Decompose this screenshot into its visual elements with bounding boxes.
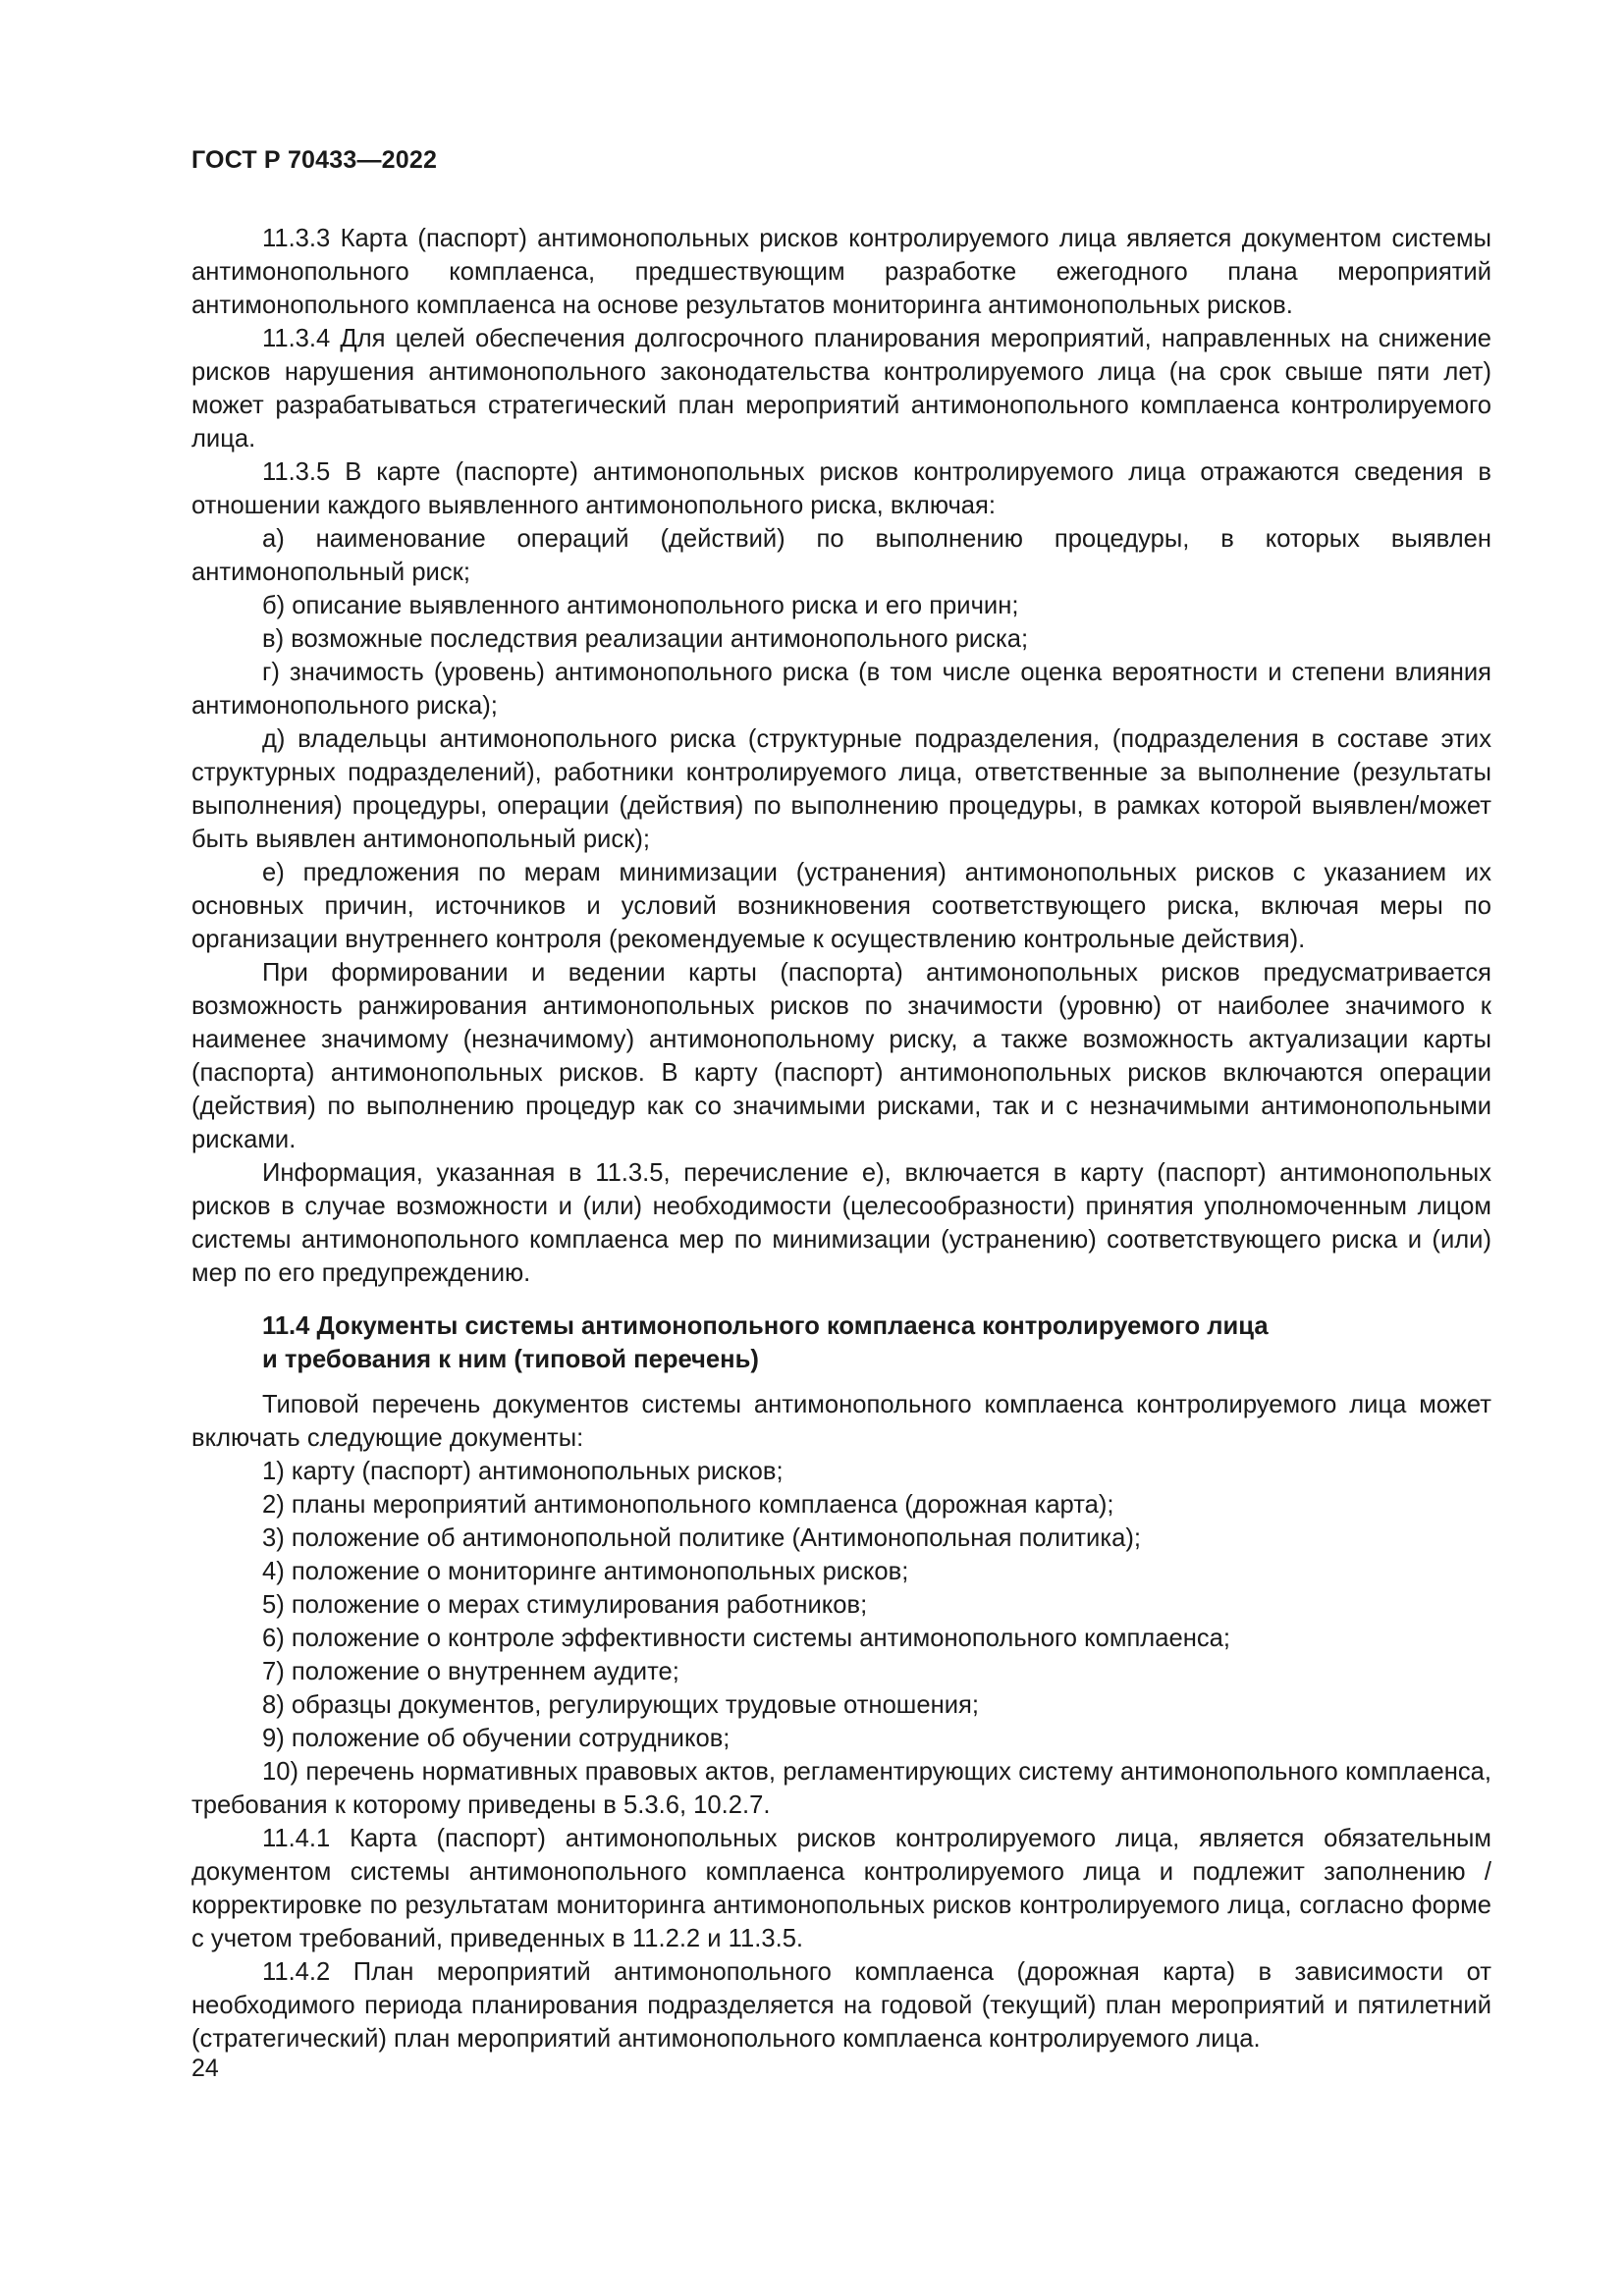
paragraph-typical-list-intro: Типовой перечень документов системы антимонопольного комплаенса контролируемого лица может включать следующие документы: <box>191 1391 1491 1452</box>
list-item-v: в) возможные последствия реализации антимонопольного риска; <box>262 625 1029 653</box>
list-item-9: 9) положение об обучении сотрудников; <box>262 1725 731 1752</box>
list-item-2: 2) планы мероприятий антимонопольного комплаенса (дорожная карта); <box>262 1491 1114 1519</box>
list-item-b: б) описание выявленного антимонопольного риска и его причин; <box>262 592 1019 619</box>
list-item-5: 5) положение о мерах стимулирования работников; <box>262 1591 868 1619</box>
list-item-7: 7) положение о внутреннем аудите; <box>262 1658 679 1685</box>
section-heading-line-1: 11.4 Документы системы антимонопольного комплаенса контролируемого лица <box>262 1312 1269 1340</box>
list-item-4: 4) положение о мониторинге антимонопольных рисков; <box>262 1558 909 1585</box>
paragraph-11-4-1: 11.4.1 Карта (паспорт) антимонопольных рисков контролируемого лица, является обязательным документом системы антимонопольного комплаенса контролируемого лица и подлежит заполнению / корректировке по результатам мониторинга антимонопольных рисков контролируемого лица, согласно форме с учетом требований, приведенных в 11.2.2 и 11.3.5. <box>191 1825 1491 1952</box>
list-item-a: а) наименование операций (действий) по выполнению процедуры, в которых выявлен антимонопольный риск; <box>191 525 1491 586</box>
paragraph-11-3-3: 11.3.3 Карта (паспорт) антимонопольных рисков контролируемого лица является документом системы антимонопольного комплаенса, предшествующим разработке ежегодного плана мероприятий антимонопольного комплаенса на основе результатов мониторинга антимонопольных рисков. <box>191 225 1491 319</box>
list-item-10: 10) перечень нормативных правовых актов, регламентирующих систему антимонопольного комплаенса, требования к которому приведены в 5.3.6, 10.2.7. <box>191 1758 1491 1819</box>
section-heading-line-2: и требования к ним (типовой перечень) <box>262 1346 759 1373</box>
list-item-g: г) значимость (уровень) антимонопольного риска (в том числе оценка вероятности и степени влияния антимонопольного риска); <box>191 659 1491 720</box>
list-item-8: 8) образцы документов, регулирующих трудовые отношения; <box>262 1691 979 1719</box>
list-item-3: 3) положение об антимонопольной политике (Антимонопольная политика); <box>262 1524 1141 1552</box>
paragraph-information: Информация, указанная в 11.3.5, перечисление е), включается в карту (паспорт) антимонопольных рисков в случае возможности и (или) необходимости (целесообразности) принятия уполномоченным лицом системы антимонопольного комплаенса мер по минимизации (устранению) соответствующего риска и (или) мер по его предупреждению. <box>191 1159 1491 1287</box>
list-item-d: д) владельцы антимонопольного риска (структурные подразделения, (подразделения в составе этих структурных подразделений), работники контролируемого лица, ответственные за выполнение (результаты выполнения) процедуры, операции (действия) по выполнению процедуры, в рамках которой выявлен/может быть выявлен антимонопольный риск); <box>191 725 1491 853</box>
list-item-1: 1) карту (паспорт) антимонопольных рисков; <box>262 1458 784 1485</box>
paragraph-11-3-4: 11.3.4 Для целей обеспечения долгосрочного планирования мероприятий, направленных на снижение рисков нарушения антимонопольного законодательства контролируемого лица (на срок свыше пяти лет) может разрабатываться стратегический план мероприятий антимонопольного комплаенса контролируемого лица. <box>191 325 1491 453</box>
list-item-6: 6) положение о контроле эффективности системы антимонопольного комплаенса; <box>262 1625 1230 1652</box>
paragraph-11-4-2: 11.4.2 План мероприятий антимонопольного комплаенса (дорожная карта) в зависимости от необходимого периода планирования подразделяется на годовой (текущий) план мероприятий и пятилетний (стратегический) план мероприятий антимонопольного комплаенса контролируемого лица. <box>191 1958 1491 2053</box>
list-item-e: е) предложения по мерам минимизации (устранения) антимонопольных рисков с указанием их основных причин, источников и условий возникновения соответствующего риска, включая меры по организации внутреннего контроля (рекомендуемые к осуществлению контрольные действия). <box>191 859 1491 953</box>
document-body <box>191 222 1491 2056</box>
section-heading-11-4 <box>262 1309 1491 1376</box>
page-number: 24 <box>191 2055 219 2082</box>
document-code-header: ГОСТ Р 70433—2022 <box>191 146 438 174</box>
paragraph-11-3-5: 11.3.5 В карте (паспорте) антимонопольных рисков контролируемого лица отражаются сведения в отношении каждого выявленного антимонопольного риска, включая: <box>191 458 1491 519</box>
paragraph-ranking: При формировании и ведении карты (паспорта) антимонопольных рисков предусматривается возможность ранжирования антимонопольных рисков по значимости (уровню) от наиболее значимого к наименее значимому (незначимому) антимонопольному риску, а также возможность актуализации карты (паспорта) антимонопольных рисков. В карту (паспорт) антимонопольных рисков включаются операции (действия) по выполнению процедур как со значимыми рисками, так и с незначимыми антимонопольными рисками. <box>191 959 1491 1153</box>
